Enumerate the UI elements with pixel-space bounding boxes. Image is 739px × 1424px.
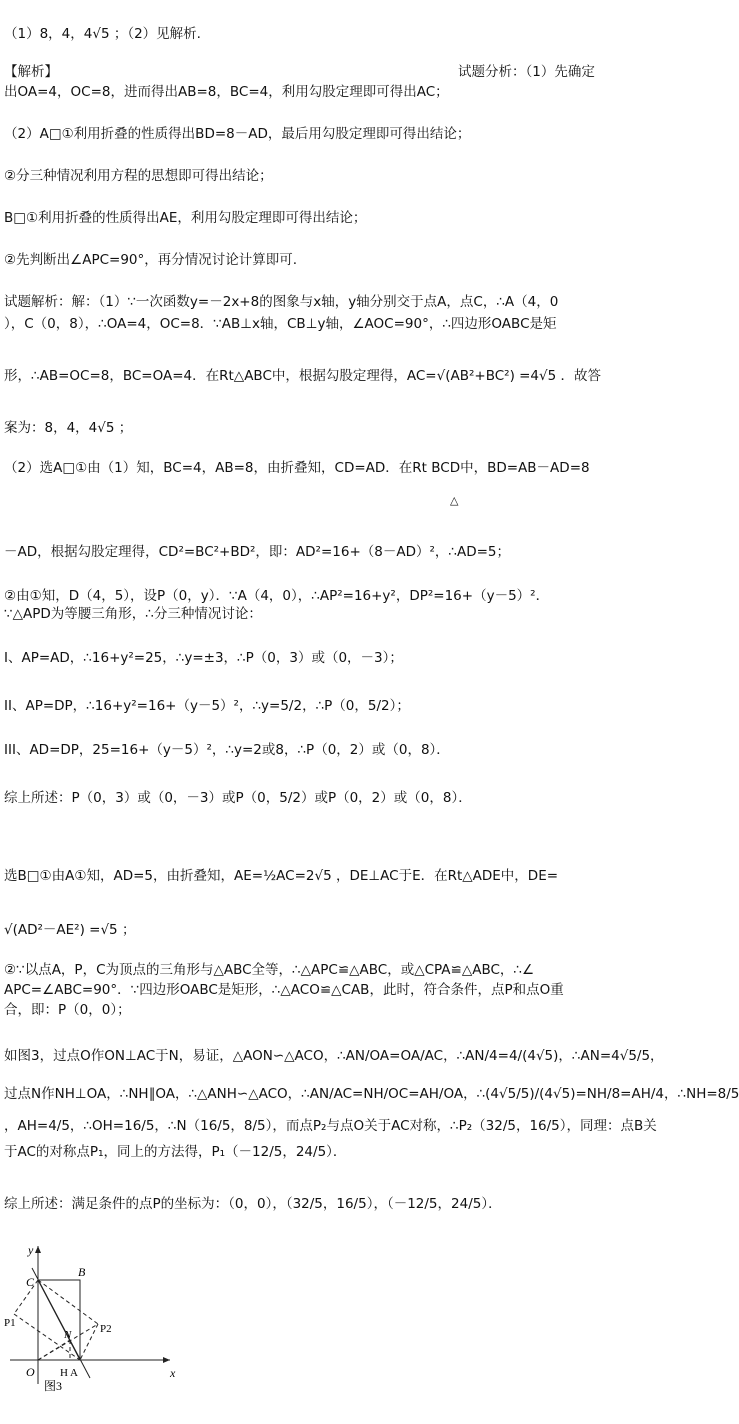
text-line: （2）A□①利用折叠的性质得出BD=8－AD，最后用勾股定理即可得出结论；	[4, 126, 471, 142]
text-line: II、AP=DP，∴16+y²=16+（y－5）²，∴y=5/2，∴P（0，5/2）；	[4, 698, 410, 714]
text-line: ②先判断出∠APC=90°，再分情况讨论计算即可.	[4, 252, 298, 268]
text-line: III、AD=DP，25=16+（y－5）²，∴y=2或8，∴P（0，2）或（0，8）．	[4, 742, 450, 758]
line-extension	[32, 1268, 90, 1378]
text-line: 过点N作NH⊥OA，∴NH∥OA，∴△ANH∽△ACO，∴AN/AC=NH/OC=AH/OA，∴(4√5/5)/(4√5)=NH/8=AH/4，∴NH=8/5	[4, 1086, 739, 1102]
text-line: ②由①知，D（4，5），设P（0，y）．∵A（4，0），∴AP²=16+y²，DP²=16+（y－5）²．	[4, 588, 550, 604]
text-line: I、AP=AD，∴16+y²=25，∴y=±3，∴P（0，3）或（0，－3）；	[4, 650, 403, 666]
text-line: APC=∠ABC=90°．∵四边形OABC是矩形，∴△ACO≌△CAB，此时，符合条件，点P和点O重	[4, 982, 564, 998]
text-line: （2）选A□①由（1）知，BC=4，AB=8，由折叠知，CD=AD．在Rt BCD中，BD=AB－AD=8	[4, 460, 590, 476]
text-line: －AD，根据勾股定理得，CD²=BC²+BD²，即：AD²=16+（8－AD）²，∴AD=5；	[4, 544, 511, 560]
label-a: A	[70, 1367, 78, 1379]
text-line: 综上所述：满足条件的点P的坐标为：（0，0），（32/5，16/5），（－12/5，24/5）．	[4, 1196, 502, 1212]
label-n: N	[64, 1329, 72, 1341]
triangle-mark: △	[450, 494, 459, 507]
label-p1: P1	[4, 1317, 16, 1329]
text-line: 合，即：P（0，0）；	[4, 1002, 131, 1018]
x-axis-arrow	[163, 1357, 170, 1363]
answer-line: （1）8，4，4√5 ；（2）见解析.	[4, 26, 201, 42]
text-line: ②分三种情况利用方程的思想即可得出结论；	[4, 168, 273, 184]
analysis-heading: 试题分析：（1）先确定	[458, 64, 595, 80]
y-axis-arrow	[35, 1246, 41, 1253]
label-h: H	[60, 1367, 68, 1379]
figure-caption: 图3	[44, 1379, 63, 1393]
analysis-tag: 【解析】	[4, 64, 58, 80]
x-axis-label: x	[170, 1366, 176, 1380]
text-line: 于AC的对称点P₁，同上的方法得，P₁（－12/5，24/5）．	[4, 1144, 347, 1160]
dash-c-p2	[38, 1280, 98, 1324]
dash-o-n	[38, 1340, 70, 1360]
text-line: 选B□①由A①知，AD=5，由折叠知，AE=½AC=2√5 ，DE⊥AC于E．在Rt△ADE中，DE=	[4, 868, 559, 884]
text-line: ∵△APD为等腰三角形，∴分三种情况讨论：	[4, 606, 262, 622]
label-p2: P2	[100, 1323, 112, 1335]
label-b: B	[78, 1265, 86, 1279]
text-line: ，AH=4/5，∴OH=16/5，∴N（16/5，8/5），而点P₂与点O关于AC对称，∴P₂（32/5，16/5），同理：点B关	[4, 1118, 657, 1134]
text-line: √(AD²－AE²) =√5 ；	[4, 922, 136, 938]
geometry-figure	[2, 1232, 182, 1392]
text-line: 形，∴AB=OC=8，BC=OA=4．在Rt△ABC中，根据勾股定理得，AC=√(AB²+BC²) =4√5 ．故答	[4, 368, 602, 384]
text-line: ），C（0，8），∴OA=4，OC=8．∵AB⊥x轴，CB⊥y轴，∠AOC=90°，∴四边形OABC是矩	[4, 316, 557, 332]
text-line: 案为：8，4，4√5 ；	[4, 420, 133, 436]
text-line: 出OA=4，OC=8，进而得出AB=8，BC=4，利用勾股定理即可得出AC；	[4, 84, 449, 100]
y-axis-label: y	[28, 1243, 34, 1257]
text-line: 综上所述：P（0，3）或（0，－3）或P（0，5/2）或P（0，2）或（0，8）．	[4, 790, 472, 806]
text-line: 如图3，过点O作ON⊥AC于N，易证，△AON∽△ACO，∴AN/OA=OA/AC，∴AN/4=4/(4√5)，∴AN=4√5/5，	[4, 1048, 664, 1064]
label-c: C	[26, 1275, 35, 1289]
text-line: ②∵以点A，P，C为顶点的三角形与△ABC全等，∴△APC≌△ABC，或△CPA≌△ABC，∴∠	[4, 962, 535, 978]
text-line: B□①利用折叠的性质得出AE，利用勾股定理即可得出结论；	[4, 210, 367, 226]
label-o: O	[26, 1365, 35, 1379]
text-line: 试题解析：解：（1）∵一次函数y=－2x+8的图象与x轴，y轴分别交于点A，点C，∴A（4，0	[4, 294, 559, 310]
